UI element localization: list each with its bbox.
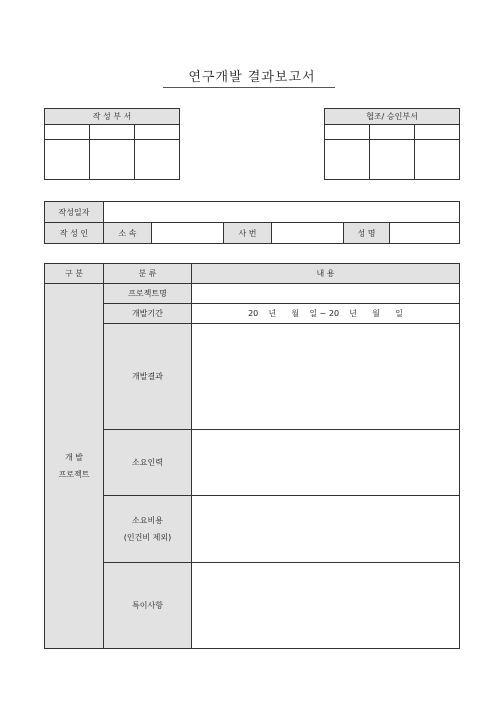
affiliation-label: 소 속 [104,223,152,244]
writer-label: 작 성 인 [45,223,104,244]
notes-field[interactable] [192,563,460,649]
period-label: 개발기간 [104,304,192,324]
employee-number-label: 사 번 [224,223,272,244]
dept-left-role-cell-3[interactable] [134,125,179,140]
document-title: 연구개발 결과보고서 [188,70,316,85]
result-label: 개발결과 [104,324,192,430]
content-header: 내 용 [192,264,460,284]
dept-right-sign-cell-3[interactable] [414,140,459,180]
dept-left-role-cell-2[interactable] [89,125,134,140]
approval-department-header: 협조/ 승인부서 [325,109,460,125]
employee-number-field[interactable] [272,223,344,244]
approval-department-table [324,108,460,180]
writing-department-header: 작 성 부 서 [45,109,180,125]
affiliation-field[interactable] [152,223,224,244]
dept-right-role-cell-3[interactable] [414,125,459,140]
name-field[interactable] [390,223,460,244]
dept-right-sign-cell-1[interactable] [325,140,370,180]
classification-header: 분 류 [104,264,192,284]
project-name-label: 프로젝트명 [104,284,192,304]
cost-label [104,496,192,563]
date-label: 작성일자 [45,202,104,223]
author-info-table [44,201,460,244]
category-header: 구 분 [45,264,104,284]
project-name-field[interactable] [192,284,460,304]
title-underline [163,87,335,88]
category-development-project [45,284,104,649]
category-line-1: 개 발 [65,453,83,462]
dept-right-role-cell-1[interactable] [325,125,370,140]
period-field[interactable]: 20 년 월 일 ~ 20 년 월 일 [192,304,460,324]
dept-left-role-cell-1[interactable] [45,125,90,140]
dept-left-sign-cell-2[interactable] [89,140,134,180]
dept-left-sign-cell-1[interactable] [45,140,90,180]
project-table [44,263,460,649]
result-field[interactable] [192,324,460,430]
name-label: 성 명 [344,223,390,244]
category-line-2: 프로젝트 [58,470,90,479]
dept-left-sign-cell-3[interactable] [134,140,179,180]
cost-label-line-1: 소요비용 [132,516,163,525]
dept-right-sign-cell-2[interactable] [369,140,414,180]
notes-label: 특이사항 [104,563,192,649]
dept-right-role-cell-2[interactable] [369,125,414,140]
manpower-label: 소요인력 [104,430,192,496]
writing-department-table [44,108,180,180]
manpower-field[interactable] [192,430,460,496]
date-field[interactable] [104,202,460,223]
cost-label-line-2: (인건비 제외) [123,533,172,542]
cost-field[interactable] [192,496,460,563]
